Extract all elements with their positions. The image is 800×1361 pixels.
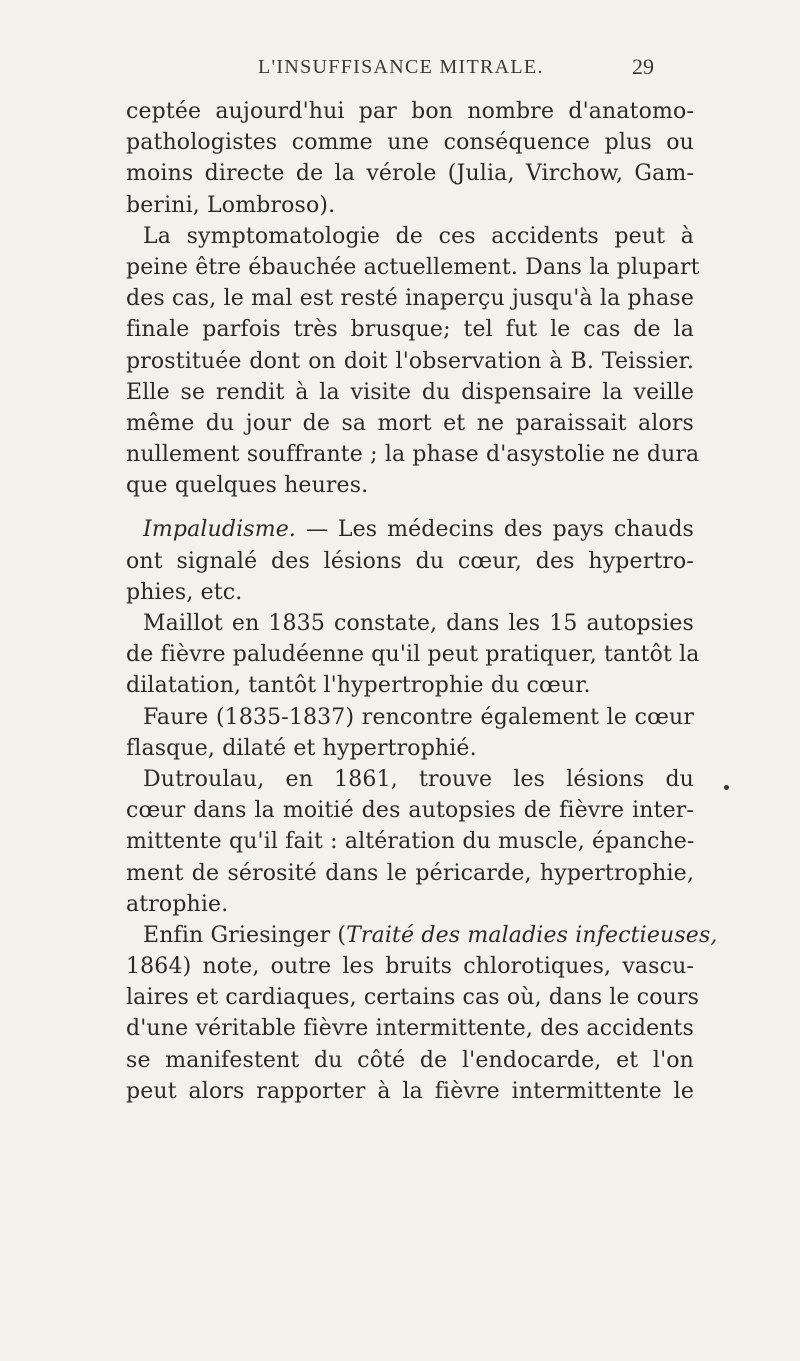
text-line: atrophie. bbox=[126, 891, 229, 917]
text-line: cœur dans la moitié des autopsies de fièvre inter- bbox=[126, 798, 694, 824]
cited-work-title: Traité des maladies infectieuses, bbox=[346, 922, 718, 948]
text-line: berini, Lombroso). bbox=[126, 192, 336, 218]
text-line: phies, etc. bbox=[126, 579, 243, 605]
text-line: des cas, le mal est resté inaperçu jusqu'à la phase bbox=[126, 286, 694, 312]
text-span: — Les médecins des pays chauds bbox=[296, 517, 694, 543]
text-line: prostituée dont on doit l'observation à B. Teissier. bbox=[126, 348, 694, 374]
text-line: moins directe de la vérole (Julia, Virchow, Gam- bbox=[126, 161, 694, 187]
text-line: de fièvre paludéenne qu'il peut pratiquer, tantôt la bbox=[126, 642, 700, 668]
griesinger-paragraph-start bbox=[126, 920, 718, 951]
text-line: ceptée aujourd'hui par bon nombre d'anatomo- bbox=[126, 99, 694, 124]
text-line: nullement souffrante ; la phase d'asystolie ne dura bbox=[126, 442, 700, 468]
running-title: L'INSUFFISANCE MITRALE. bbox=[258, 56, 544, 78]
section-heading-impaludisme: Impaludisme. bbox=[143, 517, 297, 543]
text-line: Dutroulau, en 1861, trouve les lésions du bbox=[143, 766, 694, 792]
text-line: flasque, dilaté et hypertrophié. bbox=[126, 735, 477, 761]
text-line: laires et cardiaques, certains cas où, dans le cours bbox=[126, 985, 700, 1011]
margin-mark bbox=[724, 785, 729, 790]
text-line: dilatation, tantôt l'hypertrophie du cœur. bbox=[126, 673, 591, 699]
text-line: peut alors rapporter à la fièvre intermittente le bbox=[126, 1078, 694, 1104]
body-text bbox=[126, 96, 718, 1107]
text-line: pathologistes comme une conséquence plus ou bbox=[126, 130, 694, 156]
text-line: ont signalé des lésions du cœur, des hypertro- bbox=[126, 548, 694, 574]
text-line: La symptomatologie de ces accidents peut à bbox=[143, 223, 694, 249]
text-line: d'une véritable fièvre intermittente, des accidents bbox=[126, 1016, 694, 1042]
text-line: ment de sérosité dans le péricarde, hypertrophie, bbox=[126, 860, 694, 886]
text-span: Enfin Griesinger ( bbox=[143, 922, 347, 948]
text-line: même du jour de sa mort et ne paraissait alors bbox=[126, 410, 694, 436]
text-line: que quelques heures. bbox=[126, 473, 369, 499]
text-line: Maillot en 1835 constate, dans les 15 autopsies bbox=[143, 611, 694, 636]
impaludisme-paragraph-start bbox=[126, 514, 694, 545]
page-number: 29 bbox=[632, 54, 654, 79]
text-line: Faure (1835-1837) rencontre également le cœur bbox=[143, 704, 694, 730]
text-line: mittente qu'il fait : altération du muscle, épanche- bbox=[126, 829, 695, 855]
text-line: 1864) note, outre les bruits chlorotiques, vascu- bbox=[126, 954, 694, 980]
text-line: Elle se rendit à la visite du dispensaire la veille bbox=[126, 379, 694, 405]
text-line: se manifestent du côté de l'endocarde, et l'on bbox=[126, 1047, 694, 1073]
text-line: peine être ébauchée actuellement. Dans la plupart bbox=[126, 254, 700, 280]
text-line: finale parfois très brusque; tel fut le cas de la bbox=[126, 317, 694, 343]
